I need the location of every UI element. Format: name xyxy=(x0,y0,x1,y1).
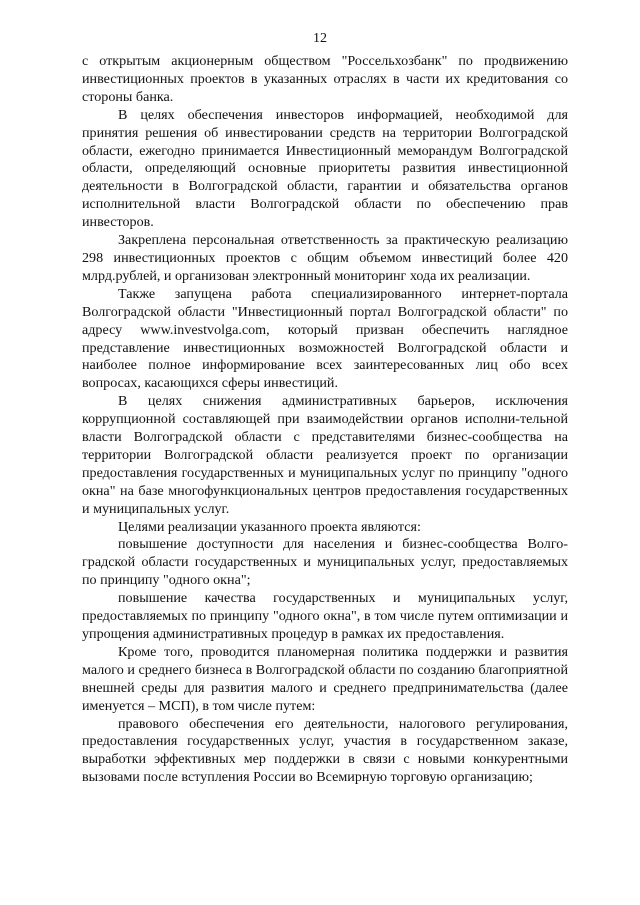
paragraph-investment-portal: Также запущена работа специализированного интернет-портала Волгоградской области "Инвестиционный портал Волгоградской области" по адресу www.investvolga.com, который призван обеспечить наглядное представление инвестиционных возможностей Волгоградской области и наиболее полное информирование всех заинтересованных лиц обо всех вопросах, касающихся сферы инвестиций. xyxy=(82,285,568,392)
paragraph-goal-accessibility: повышение доступности для населения и бизнес-сообщества Волго-градской области государственных и муниципальных услуг, предоставляемых по принципу "одного окна"; xyxy=(82,536,568,589)
paragraph-investment-memorandum: В целях обеспечения инвесторов информацией, необходимой для принятия решения об инвестировании средств на территории Волгоградской области, ежегодно принимается Инвестиционный меморандум Волгоградской области, определяющий основные приоритеты развития инвестиционной деятельности в Волгоградской области, гарантии и обязательства органов исполнительной власти Волгоградской области по обеспечению прав инвесторов. xyxy=(82,106,568,231)
paragraph-rosselkhozbank: с открытым акционерным обществом "Россельхозбанк" по продвижению инвестиционных проектов в указанных отраслях в части их кредитования со стороны банка. xyxy=(82,53,568,105)
paragraph-responsibility: Закреплена персональная ответственность за практическую реализацию 298 инвестиционных проектов с общим объемом инвестиций более 420 млрд.рублей, и организован электронный мониторинг хода их реализации. xyxy=(82,232,568,284)
paragraph-legal-support: правового обеспечения его деятельности, налогового регулирования, предоставления государственных услуг, участия в государственном заказе, выработки эффективных мер поддержки в связи с новыми конкурентными вызовами после вступления России во Всемирную торговую организацию; xyxy=(82,715,568,786)
document-body xyxy=(82,53,568,787)
paragraph-goal-quality: повышение качества государственных и муниципальных услуг, предоставляемых по принципу "одного окна", в том числе путем оптимизации и упрощения административных процедур в рамках их предоставления. xyxy=(82,590,568,642)
paragraph-administrative-barriers: В целях снижения административных барьеров, исключения коррупционной составляющей при взаимодействии органов исполни-тельной власти Волгоградской области с представителями бизнес-сообщества на территории Волгоградской области реализуется проект по организации предоставления государственных и муниципальных услуг по принципу "одного окна" на базе многофункциональных центров предоставления государственных и муниципальных услуг. xyxy=(82,393,568,517)
paragraph-sme-policy: Кроме того, проводится планомерная политика поддержки и развития малого и среднего бизнеса в Волгоградской области по созданию благоприятной внешней среды для развития малого и среднего предпринимательства (далее именуется – МСП), в том числе путем: xyxy=(82,643,568,714)
page-number: 12 xyxy=(313,31,327,46)
paragraph-project-goals: Целями реализации указанного проекта являются: xyxy=(118,518,421,535)
